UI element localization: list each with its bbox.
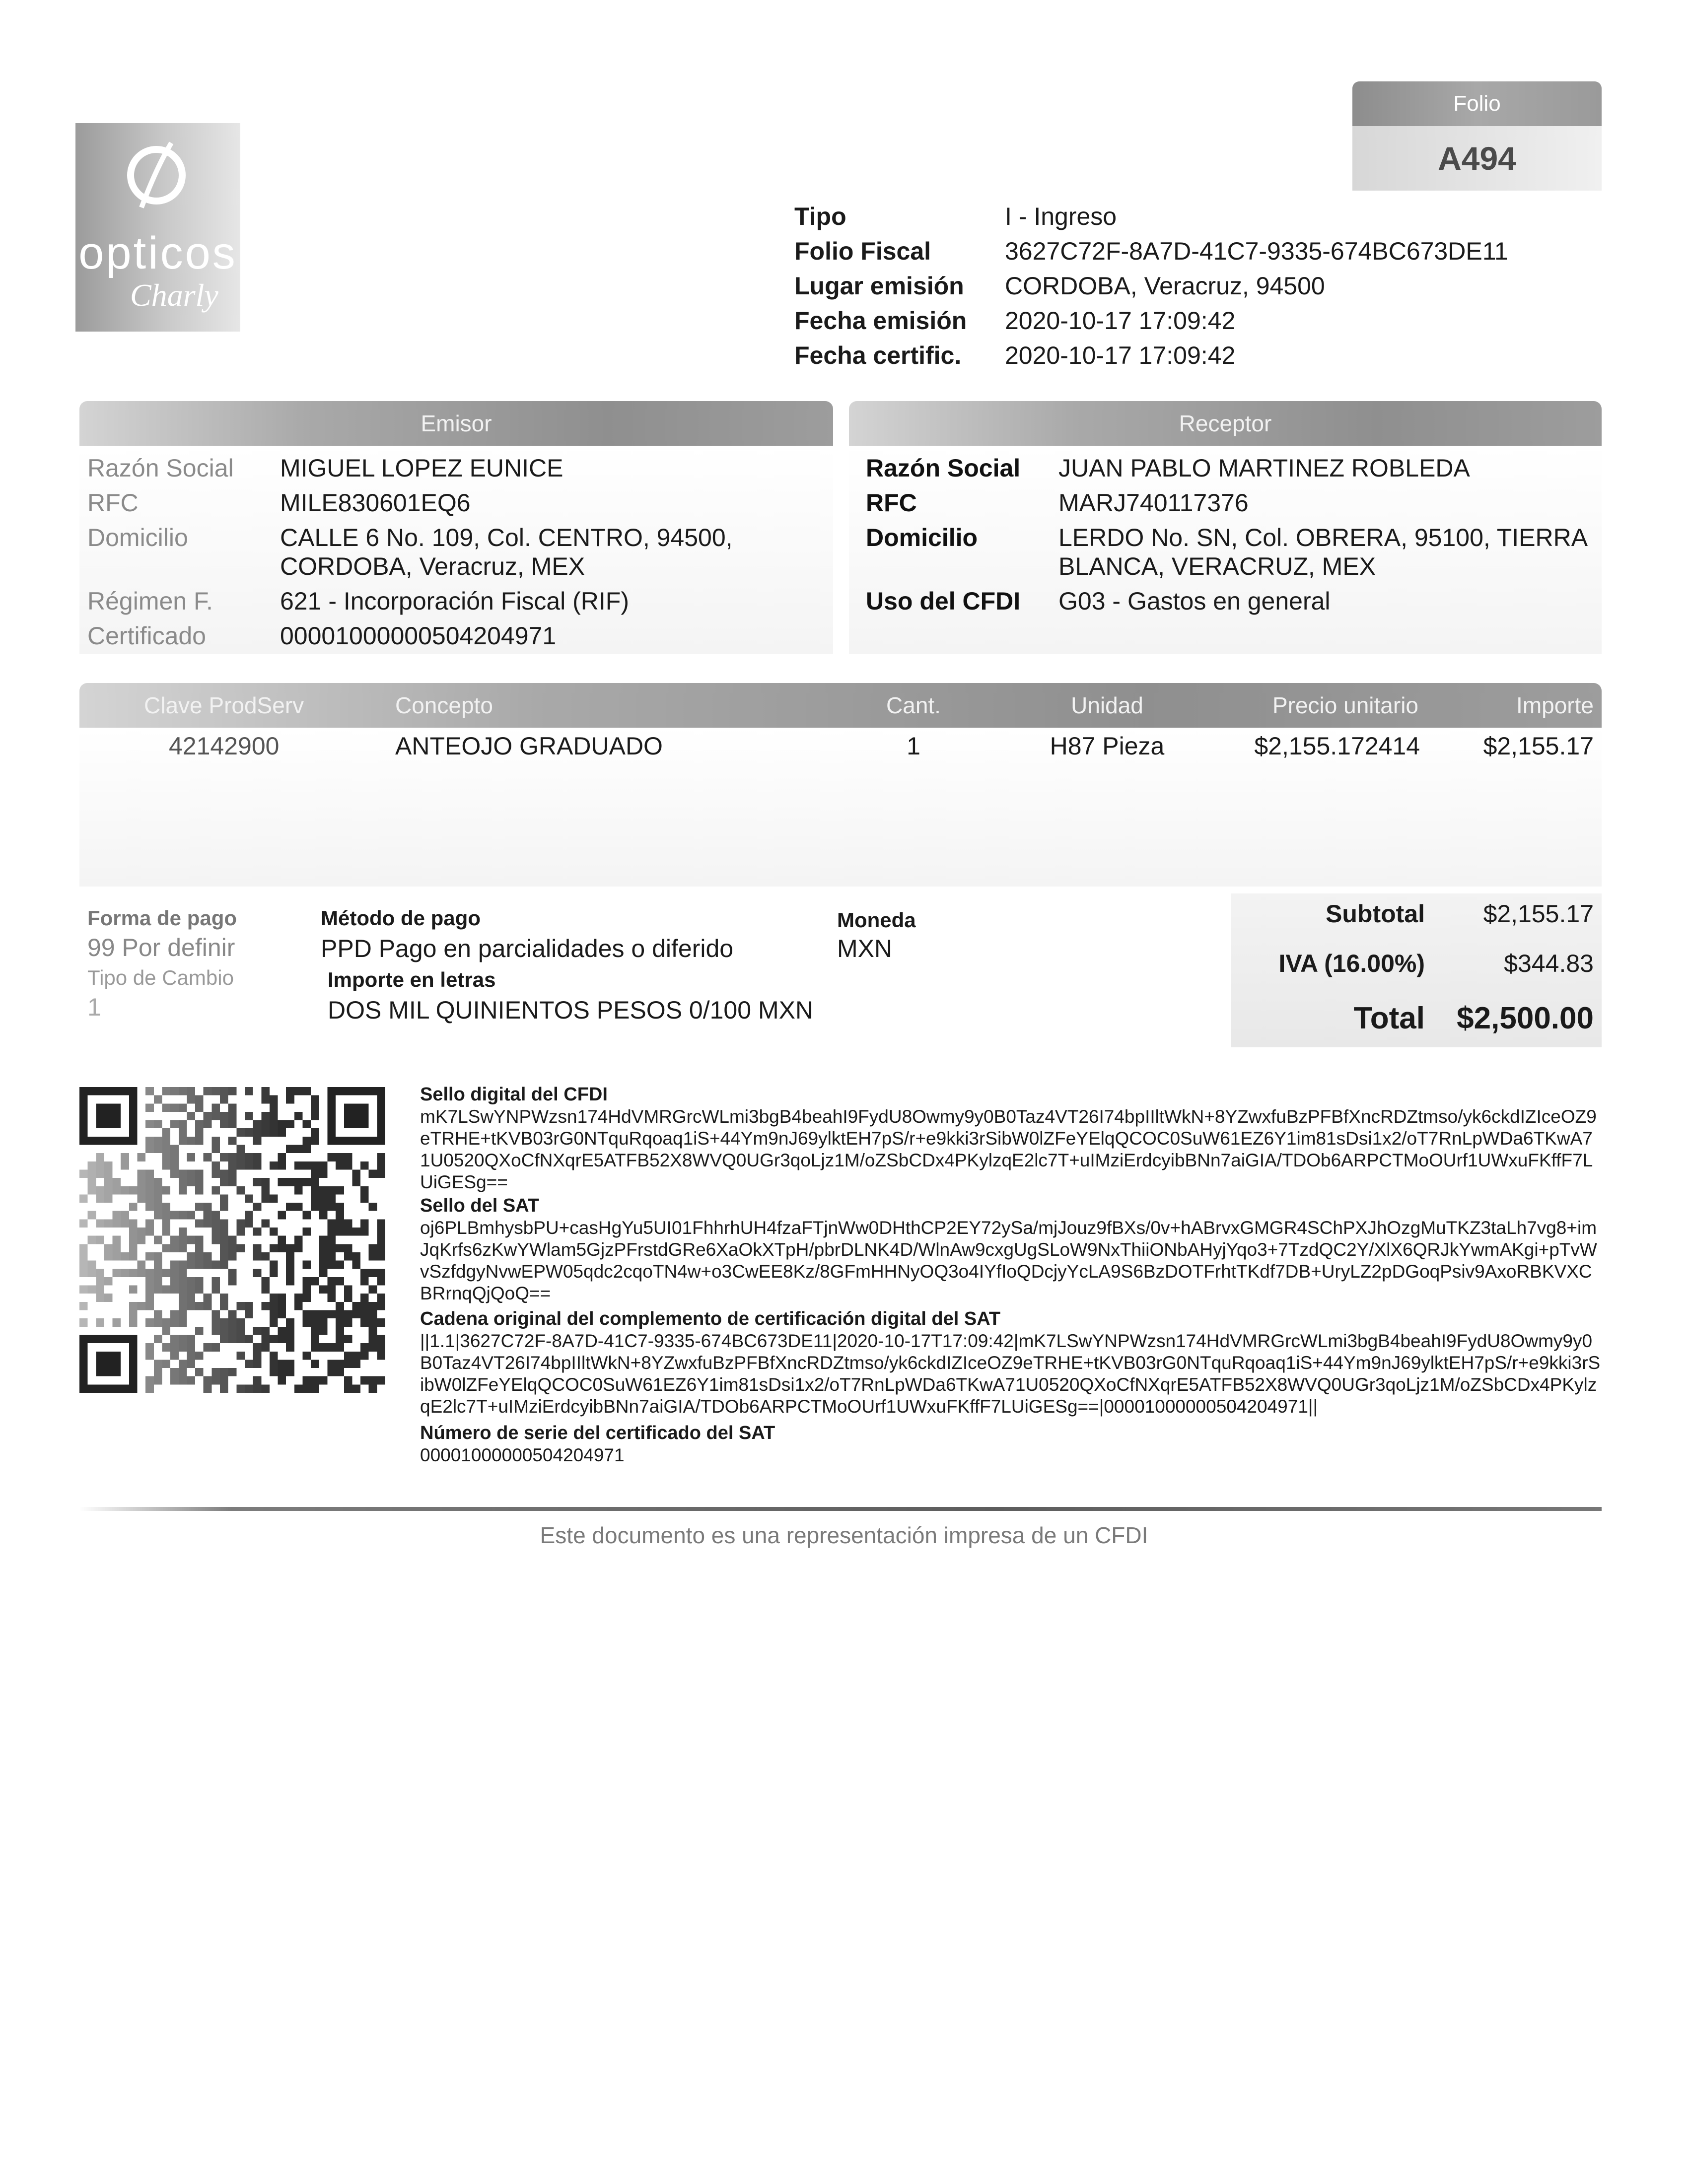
- folio-value: A494: [1352, 126, 1602, 191]
- emisor-label: Certificado: [87, 622, 206, 650]
- moneda-label: Moneda: [837, 908, 916, 932]
- importe-letras-label: Importe en letras: [328, 968, 496, 991]
- emisor-value: MIGUEL LOPEZ EUNICE: [280, 454, 563, 482]
- emisor-label: RFC: [87, 489, 139, 517]
- forma-pago-label: Forma de pago: [87, 906, 237, 930]
- header-value: 2020-10-17 17:09:42: [1005, 341, 1236, 369]
- emisor-value: MILE830601EQ6: [280, 489, 471, 517]
- qr-code: [79, 1087, 385, 1393]
- sello-sat-label: Sello del SAT: [420, 1195, 540, 1216]
- header-value: 3627C72F-8A7D-41C7-9335-674BC673DE11: [1005, 237, 1508, 265]
- serie-sat-value: 00001000000504204971: [420, 1445, 625, 1465]
- col-header-cant: Cant.: [886, 692, 941, 718]
- sello-cfdi-label: Sello digital del CFDI: [420, 1084, 608, 1105]
- cadena-original-value: ||1.1|3627C72F-8A7D-41C7-9335-674BC673DE11|2020-10-17T17:09:42|mK7LSwYNPWzsn174HdVMRGrcWLmi3bgB4beahI9FydU8Owmy9y0B0Taz4VT26I74bpIIltWkN+8YZwxfuBzPFBfXncRDZtmso/yk6ckdIZIceOZ9eTRHE+tKVB03rG0NTquRqoaq1iS+44Ym9nJ69ylktEH7pS/r+e9kki3rSibW0lZFeYElqQCOC0SuW61EZ6Y1im81sDsi1x2/oT7RnLpWDa6TKwA71U0520QXoCfNXqrE5ATFB52X8WVQ0UGr3qoLjz1M/oZSbCDx4PKylzqE2lc7T+uIMziErdcyibBNn7aiGIA/TDOb6ARPCTMoOUrf1UWxuFKffF7LUiGESg==|00001000000504204971||: [420, 1331, 1601, 1417]
- footer-note: Este documento es una representación impresa de un CFDI: [540, 1522, 1148, 1548]
- emisor-value: CALLE 6 No. 109, Col. CENTRO, 94500,: [280, 524, 733, 551]
- header-value: CORDOBA, Veracruz, 94500: [1005, 272, 1325, 300]
- company-logo: [75, 123, 240, 332]
- sello-cfdi-value: mK7LSwYNPWzsn174HdVMRGrcWLmi3bgB4beahI9FydU8Owmy9y0B0Taz4VT26I74bpIIltWkN+8YZwxfuBzPFBfXncRDZtmso/yk6ckdIZIceOZ9eTRHE+tKVB03rG0NTquRqoaq1iS+44Ym9nJ69ylktEH7pS/r+e9kki3rSibW0lZFeYElqQCOC0SuW61EZ6Y1im81sDsi1x2/oT7RnLpWDa6TKwA71U0520QXoCfNXqrE5ATFB52X8WVQ0UGr3qoLjz1M/oZSbCDx4PKylzqE2lc7T+uIMziErdcyibBNn7aiGIA/TDOb6ARPCTMoOUrf1UWxuFKffF7LUiGESg==: [420, 1106, 1597, 1192]
- iva-value: $344.83: [1504, 950, 1594, 977]
- col-header-unidad: Unidad: [1071, 692, 1143, 718]
- cell-cant: 1: [907, 732, 920, 760]
- sello-sat-value: oj6PLBmhysbPU+casHgYu5UI01FhhrhUH4fzaFTjnWw0DHthCP2EY72ySa/mjJouz9fBXs/0v+hABrvxGMGR4SChPXJhOzgMuTKZ3taLh7vg8+imJqKrfs6zKwYWlam5GjzPFrstdGRe6XaOkXTpH/pbrDLNK4D/WlnAw9cxgUgSLoW9NxThiiONbAHyjYqo3+7TzdQC2Y/XlX6QRJkYwmAKgi+pTvWvSzfdgyNvwEPW05qdc2cqoTN4w+o3CwEE8Kz/8GFmHHNyOQ3o4IYfIoQDcjyYcLA9S6BzDOTFrhtTKdf7DB+UryLZ2pDGoqPsiv9AxoRBKVXCBRrnqQjQoQ==: [420, 1218, 1597, 1303]
- cell-precio: $2,155.172414: [1254, 732, 1420, 760]
- cell-unidad: H87 Pieza: [1050, 732, 1165, 760]
- receptor-label: Razón Social: [866, 454, 1021, 482]
- col-header-importe: Importe: [1516, 692, 1594, 718]
- header-label: Tipo: [794, 203, 846, 230]
- emisor-row-domicilio-2: [87, 549, 832, 584]
- logo-brand-text: opticos: [78, 228, 237, 278]
- subtotal-value: $2,155.17: [1483, 900, 1594, 928]
- receptor-value: G03 - Gastos en general: [1058, 587, 1331, 615]
- emisor-label: Régimen F.: [87, 587, 213, 615]
- total-label: Total: [1353, 1001, 1425, 1035]
- receptor-row-domicilio-2: [866, 549, 1601, 584]
- receptor-row-rfc: [866, 485, 1601, 520]
- col-header-clave: Clave ProdServ: [144, 692, 304, 718]
- receptor-value: LERDO No. SN, Col. OBRERA, 95100, TIERRA: [1058, 524, 1588, 551]
- receptor-label: Uso del CFDI: [866, 587, 1021, 615]
- total-value: $2,500.00: [1457, 1001, 1594, 1035]
- emisor-value: 00001000000504204971: [280, 622, 557, 650]
- iva-label: IVA (16.00%): [1278, 950, 1425, 977]
- cell-importe: $2,155.17: [1483, 732, 1594, 760]
- logo-mark-icon: [119, 138, 194, 212]
- header-value: 2020-10-17 17:09:42: [1005, 307, 1236, 335]
- emisor-header: Emisor: [79, 401, 833, 446]
- receptor-value: JUAN PABLO MARTINEZ ROBLEDA: [1058, 454, 1470, 482]
- header-label: Lugar emisión: [794, 272, 964, 300]
- metodo-pago-value: PPD Pago en parcialidades o diferido: [321, 935, 734, 962]
- subtotal-label: Subtotal: [1326, 900, 1425, 928]
- header-value: I - Ingreso: [1005, 203, 1117, 230]
- emisor-row-rfc: [87, 485, 832, 520]
- cell-concepto: ANTEOJO GRADUADO: [395, 732, 663, 760]
- header-label: Fecha certific.: [794, 341, 962, 369]
- receptor-label: Domicilio: [866, 524, 978, 551]
- forma-pago-value: 99 Por definir: [87, 934, 235, 961]
- emisor-value: CORDOBA, Veracruz, MEX: [280, 552, 585, 580]
- folio-label: Folio: [1352, 81, 1602, 126]
- receptor-label: RFC: [866, 489, 917, 517]
- tipo-cambio-value: 1: [87, 993, 101, 1021]
- header-label: Folio Fiscal: [794, 237, 931, 265]
- receptor-row-uso: [866, 584, 1601, 618]
- header-label: Fecha emisión: [794, 307, 967, 335]
- emisor-row-razon: [87, 451, 832, 485]
- cadena-original-label: Cadena original del complemento de certificación digital del SAT: [420, 1308, 1001, 1329]
- serie-sat-label: Número de serie del certificado del SAT: [420, 1423, 775, 1443]
- receptor-value: BLANCA, VERACRUZ, MEX: [1058, 552, 1376, 580]
- metodo-pago-label: Método de pago: [321, 906, 481, 930]
- tipo-cambio-label: Tipo de Cambio: [87, 966, 234, 989]
- emisor-label: Domicilio: [87, 524, 188, 551]
- col-header-concepto: Concepto: [395, 692, 493, 718]
- receptor-value: MARJ740117376: [1058, 489, 1249, 517]
- logo-script-text: Charly: [130, 277, 218, 313]
- cell-clave: 42142900: [169, 732, 280, 760]
- footer-divider: [79, 1507, 1602, 1511]
- emisor-row-regimen: [87, 584, 832, 618]
- moneda-value: MXN: [837, 935, 893, 962]
- importe-letras-value: DOS MIL QUINIENTOS PESOS 0/100 MXN: [328, 996, 814, 1024]
- emisor-label: Razón Social: [87, 454, 234, 482]
- emisor-row-certificado: [87, 618, 832, 653]
- emisor-value: 621 - Incorporación Fiscal (RIF): [280, 587, 630, 615]
- receptor-row-razon: [866, 451, 1601, 485]
- col-header-precio: Precio unitario: [1272, 692, 1419, 718]
- receptor-header: Receptor: [849, 401, 1602, 446]
